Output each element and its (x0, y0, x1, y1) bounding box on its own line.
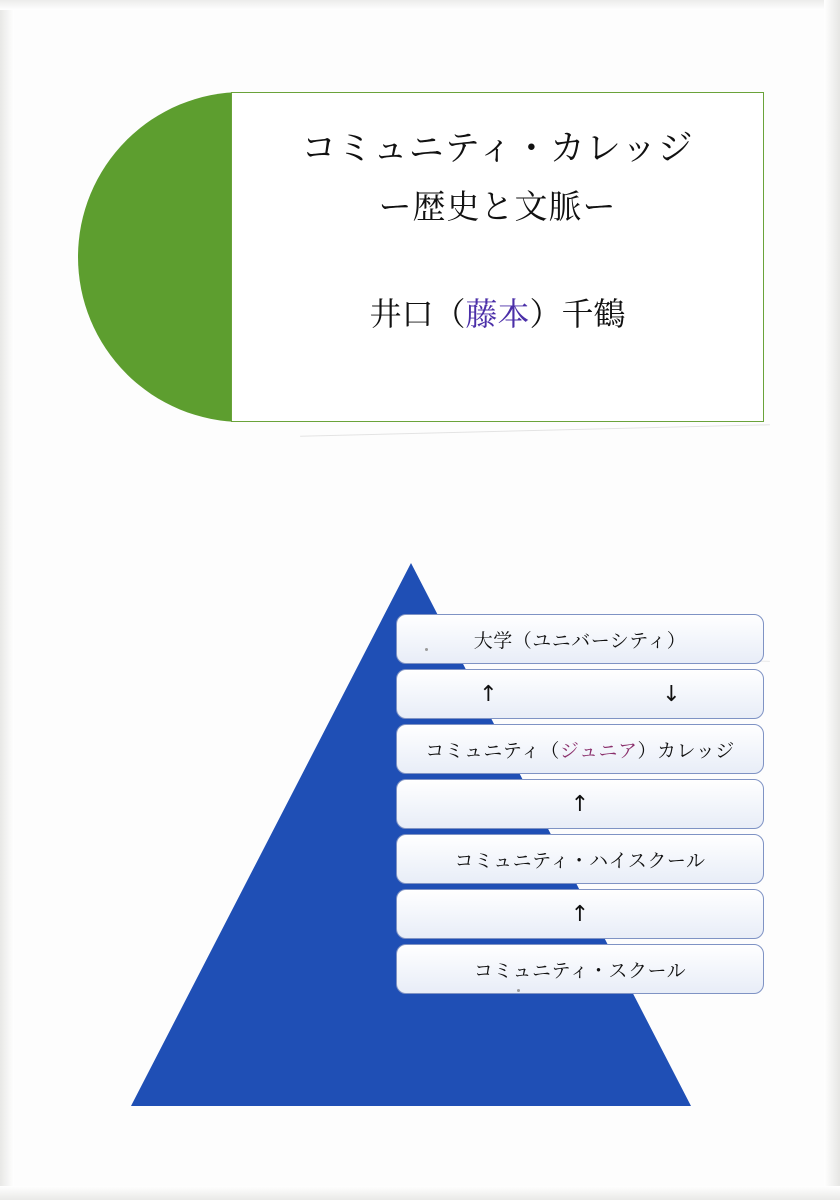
arrow-pair (397, 682, 763, 707)
ladder-bar-arrow-up-2 (396, 889, 764, 939)
ladder-label: コミュニティ・ハイスクール (454, 849, 706, 872)
education-ladder-bars (396, 614, 764, 999)
ladder-bar-arrows-up-down (396, 669, 764, 719)
page-edge-bottom (0, 1186, 840, 1200)
arrow-up-icon: ↑ (570, 791, 590, 817)
author-paren-open: （ (433, 295, 466, 333)
scan-crease-line-upper (300, 424, 770, 436)
title-block (231, 92, 764, 422)
author-maiden-name: 藤本 (465, 295, 530, 333)
ladder-bar-community-college (396, 724, 764, 774)
page-edge-left (0, 0, 14, 1200)
ladder-bar-community-school (396, 944, 764, 994)
author-family-name: 井口 (369, 295, 434, 333)
ladder-label-pre: コミュニティ（ (425, 739, 560, 762)
ladder-label: 大学（ユニバーシティ） (473, 629, 687, 652)
author-given-name: 千鶴 (561, 295, 626, 333)
scan-speck (425, 648, 428, 651)
arrow-up-icon: ↑ (479, 681, 498, 707)
author-name (232, 289, 763, 335)
book-subtitle: ー歴史と文脈ー (378, 187, 617, 226)
author-paren-close: ） (529, 295, 562, 333)
page-edge-right (824, 0, 840, 1200)
arrow-up-icon: ↑ (570, 901, 590, 927)
ladder-bar-community-high-school (396, 834, 764, 884)
scan-speck (517, 989, 520, 992)
book-title: コミュニティ・カレッジ (301, 129, 694, 169)
ladder-label (425, 736, 735, 763)
ladder-label-post: ）カレッジ (637, 739, 735, 762)
page-edge-top (0, 0, 840, 10)
ladder-label: コミュニティ・スクール (473, 959, 687, 982)
ladder-bar-arrow-up-1 (396, 779, 764, 829)
ladder-label-highlight: ジュニア (559, 739, 638, 762)
arrow-down-icon: ↓ (662, 681, 681, 707)
ladder-bar-university (396, 614, 764, 664)
